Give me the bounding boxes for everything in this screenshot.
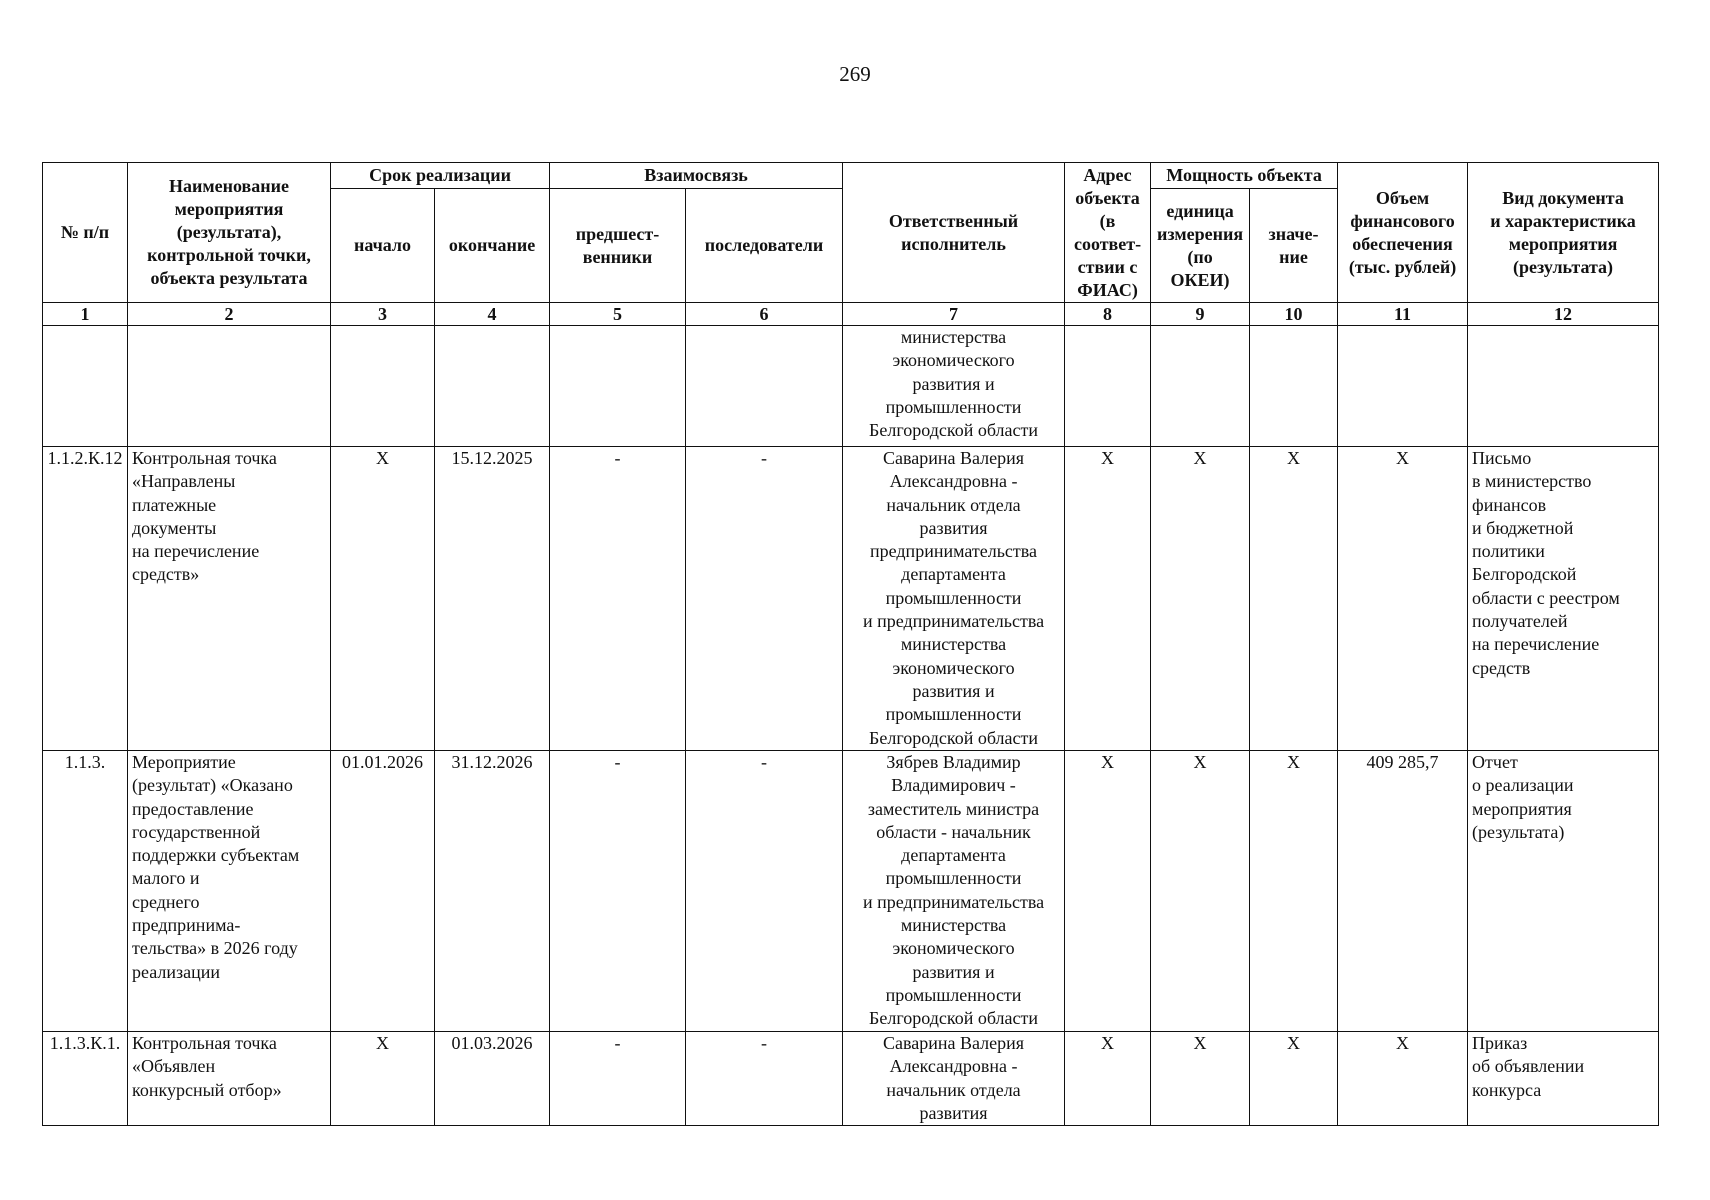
row-value: X [1250,447,1338,751]
row-name: Контрольная точка «Объявлен конкурсный отбор» [128,1032,331,1126]
column-number: 4 [435,303,550,326]
row-successors [686,326,843,447]
header-unit: единица измерения (по ОКЕИ) [1151,189,1250,303]
header-name: Наименование мероприятия (результата), контрольной точки, объекта результата [128,163,331,303]
header-value: значе- ние [1250,189,1338,303]
row-responsible: Саварина Валерия Александровна - начальник отдела развития предпринимательства департамента промышленности и предпринимательства министерства экономического развития и промышленности Белгородской области [843,447,1065,751]
header-start: начало [331,189,435,303]
row-predecessors: - [550,447,686,751]
header-responsible: Ответственный исполнитель [843,163,1065,303]
column-number: 11 [1338,303,1468,326]
row-name: Мероприятие (результат) «Оказано предоставление государственной поддержки субъектам малого и среднего предпринима- тельства» в 2026 году реализации [128,751,331,1032]
column-number: 2 [128,303,331,326]
row-id [43,326,128,447]
column-number: 10 [1250,303,1338,326]
row-id: 1.1.3. [43,751,128,1032]
header-finance: Объем финансового обеспечения (тыс. рублей) [1338,163,1468,303]
row-predecessors: - [550,751,686,1032]
row-finance: X [1338,447,1468,751]
row-unit: X [1151,751,1250,1032]
row-address: X [1065,1032,1151,1126]
table-row [43,326,1659,447]
row-value: X [1250,1032,1338,1126]
header-relation-group: Взаимосвязь [550,163,843,189]
header-end: окончание [435,189,550,303]
column-number: 6 [686,303,843,326]
row-end: 15.12.2025 [435,447,550,751]
row-end: 01.03.2026 [435,1032,550,1126]
header-address: Адрес объекта (в соответ- ствии с ФИАС) [1065,163,1151,303]
table-row [43,751,1659,1032]
row-start: X [331,447,435,751]
table-row [43,447,1659,751]
column-number: 8 [1065,303,1151,326]
plan-table [42,162,1659,1126]
row-doc [1468,326,1659,447]
row-end [435,326,550,447]
row-successors: - [686,1032,843,1126]
row-start: 01.01.2026 [331,751,435,1032]
header-term-group: Срок реализации [331,163,550,189]
row-start: X [331,1032,435,1126]
row-successors: - [686,447,843,751]
row-end: 31.12.2026 [435,751,550,1032]
row-doc: Письмо в министерство финансов и бюджетной политики Белгородской области с реестром получателей на перечисление средств [1468,447,1659,751]
row-id: 1.1.3.К.1. [43,1032,128,1126]
column-number: 12 [1468,303,1659,326]
row-value: X [1250,751,1338,1032]
row-unit: X [1151,1032,1250,1126]
row-responsible: Зябрев Владимир Владимирович - заместитель министра области - начальник департамента промышленности и предпринимательства министерства экономического развития и промышленности Белгородской области [843,751,1065,1032]
row-doc: Приказ об объявлении конкурса [1468,1032,1659,1126]
row-id: 1.1.2.К.12 [43,447,128,751]
header-num: № п/п [43,163,128,303]
column-number: 9 [1151,303,1250,326]
row-value [1250,326,1338,447]
row-predecessors: - [550,1032,686,1126]
row-name [128,326,331,447]
row-name: Контрольная точка «Направлены платежные документы на перечисление средств» [128,447,331,751]
column-number: 3 [331,303,435,326]
row-finance: X [1338,1032,1468,1126]
column-number: 7 [843,303,1065,326]
header-capacity-group: Мощность объекта [1151,163,1338,189]
header-doc-type: Вид документа и характеристика мероприятия (результата) [1468,163,1659,303]
row-address [1065,326,1151,447]
header-predecessors: предшест- венники [550,189,686,303]
row-responsible: министерства экономического развития и промышленности Белгородской области [843,326,1065,447]
row-responsible: Саварина Валерия Александровна - начальник отдела развития [843,1032,1065,1126]
row-address: X [1065,447,1151,751]
row-doc: Отчет о реализации мероприятия (результата) [1468,751,1659,1032]
row-finance: 409 285,7 [1338,751,1468,1032]
row-predecessors [550,326,686,447]
page-number: 269 [839,62,871,86]
column-number: 5 [550,303,686,326]
table-row [43,1032,1659,1126]
row-address: X [1065,751,1151,1032]
row-unit: X [1151,447,1250,751]
row-finance [1338,326,1468,447]
row-successors: - [686,751,843,1032]
row-start [331,326,435,447]
header-successors: последователи [686,189,843,303]
row-unit [1151,326,1250,447]
column-number: 1 [43,303,128,326]
